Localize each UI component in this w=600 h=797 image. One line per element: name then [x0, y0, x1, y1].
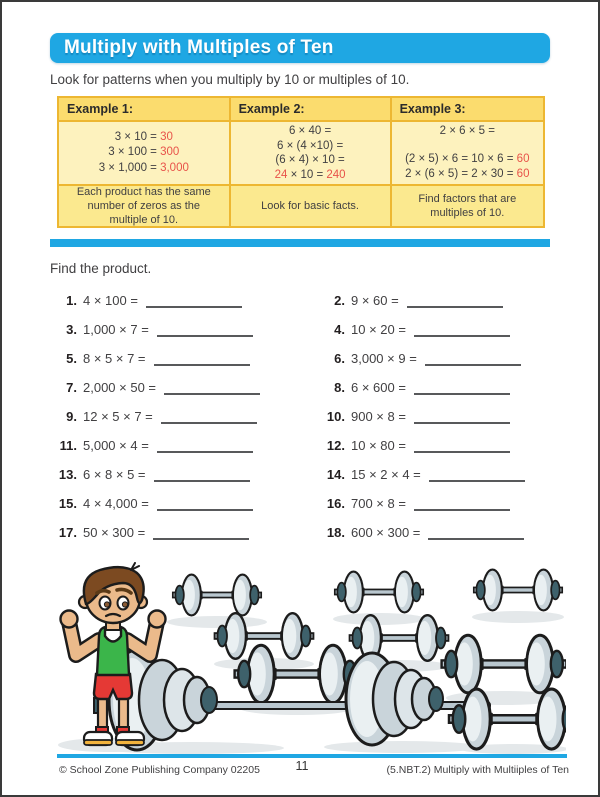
- problem-expression: 600 × 300 =: [351, 525, 421, 540]
- answer-blank: [161, 409, 257, 424]
- equation-line: 2 × 6 × 5 =: [439, 125, 495, 137]
- example-equations: [392, 122, 543, 184]
- dumbbell-icon: [474, 570, 562, 611]
- footer-standard: (5.NBT.2) Multiply with Multiiples of Ten: [386, 764, 569, 776]
- answer-blank: [414, 380, 510, 395]
- problem-number: 6.: [334, 351, 345, 366]
- answer-blank: [414, 438, 510, 453]
- problem-number: 2.: [334, 293, 345, 308]
- problem-row: [50, 409, 282, 424]
- problem-row: [318, 409, 550, 424]
- example-header: Example 3:: [392, 98, 543, 120]
- problem-expression: 1,000 × 7 =: [83, 322, 149, 337]
- equation-line: [396, 139, 539, 152]
- problem-number: 10.: [326, 409, 345, 424]
- problem-expression: 3,000 × 9 =: [351, 351, 417, 366]
- page-title: Multiply with Multiples of Ten: [64, 37, 334, 58]
- problem-row: [318, 322, 550, 337]
- answer-blank: [146, 293, 242, 308]
- problem-number: 8.: [334, 380, 345, 395]
- problem-row: [50, 496, 282, 511]
- equation-line: 24 × 10 = 240: [274, 168, 346, 181]
- problem-expression: 6 × 600 =: [351, 380, 406, 395]
- problem-row: [50, 438, 282, 453]
- problem-expression: 10 × 20 =: [351, 322, 406, 337]
- equation-line: (2 × 5) × 6 = 10 × 6 = 60: [405, 153, 530, 165]
- example-header: Example 2:: [231, 98, 390, 120]
- answer-blank: [428, 525, 524, 540]
- problem-row: [50, 322, 282, 337]
- answer-blank: [414, 409, 510, 424]
- problem-row: [50, 467, 282, 482]
- problem-expression: 4 × 100 =: [83, 293, 138, 308]
- problem-number: 12.: [326, 438, 345, 453]
- page-content: [2, 2, 598, 540]
- equation-line: 3 × 10 = 30: [114, 131, 173, 144]
- equation-line: 2 × (6 × 5) = 2 × 30 = 60: [405, 168, 530, 180]
- problem-row: [50, 525, 282, 540]
- answer-blank: [157, 496, 253, 511]
- problem-expression: 2,000 × 50 =: [83, 380, 157, 395]
- instruction-text: Look for patterns when you multiply by 10 or multiples of 10.: [50, 72, 410, 87]
- equation-line: (6 × 4) × 10 =: [275, 154, 345, 166]
- footer-copyright: © School Zone Publishing Company 02205: [59, 764, 260, 776]
- problem-expression: 8 × 5 × 7 =: [83, 351, 146, 366]
- problem-row: [318, 438, 550, 453]
- problem-number: 16.: [326, 496, 345, 511]
- footer: [59, 764, 569, 776]
- problem-row: [50, 351, 282, 366]
- problem-expression: 900 × 8 =: [351, 409, 406, 424]
- equation-line: 6 × 40 =: [288, 125, 332, 137]
- problem-number: 18.: [326, 525, 345, 540]
- answer-blank: [154, 351, 250, 366]
- problem-number: 11.: [59, 438, 77, 453]
- equation-line: 6 × (4 ×10) =: [276, 139, 344, 152]
- page-number: 11: [295, 759, 309, 773]
- examples-table: [57, 96, 545, 228]
- answer-blank: [429, 467, 525, 482]
- answer-blank: [414, 322, 510, 337]
- answer-blank: [154, 467, 250, 482]
- problem-row: [318, 525, 550, 540]
- example-note: Each product has the same number of zeros as the multiple of 10.: [59, 186, 229, 226]
- problem-row: [318, 496, 550, 511]
- problem-number: 13.: [58, 467, 77, 482]
- section-prompt: Find the product.: [50, 261, 152, 276]
- problem-row: [318, 293, 550, 308]
- title-banner: [50, 33, 550, 63]
- equation-line: 3 × 100 = 300: [108, 146, 180, 159]
- example-note: Find factors that are multiples of 10.: [392, 186, 543, 226]
- problem-expression: 12 × 5 × 7 =: [83, 409, 153, 424]
- problems-list: [50, 293, 550, 540]
- example-header: Example 1:: [59, 98, 229, 120]
- problem-row: [318, 380, 550, 395]
- answer-blank: [157, 322, 253, 337]
- problem-expression: 4 × 4,000 =: [83, 496, 149, 511]
- problem-number: 7.: [66, 380, 77, 395]
- dumbbell-icon: [173, 575, 261, 616]
- problem-expression: 6 × 8 × 5 =: [83, 467, 146, 482]
- footer-divider: [57, 754, 567, 758]
- dumbbell-icon: [442, 635, 566, 693]
- problem-number: 9.: [66, 409, 77, 424]
- boy-weightlifter-illustration: [42, 562, 566, 754]
- problem-expression: 9 × 60 =: [351, 293, 399, 308]
- problem-row: [50, 293, 282, 308]
- problem-number: 3.: [66, 322, 77, 337]
- example-note: Look for basic facts.: [231, 186, 390, 226]
- problem-expression: 50 × 300 =: [83, 525, 146, 540]
- problem-expression: 15 × 2 × 4 =: [351, 467, 421, 482]
- problem-number: 1.: [66, 293, 77, 308]
- problem-expression: 10 × 80 =: [351, 438, 406, 453]
- problem-row: [318, 467, 550, 482]
- problem-expression: 700 × 8 =: [351, 496, 406, 511]
- example-equations: [231, 122, 390, 184]
- answer-blank: [414, 496, 510, 511]
- section-divider: [50, 239, 550, 247]
- problem-row: [50, 380, 282, 395]
- answer-blank: [407, 293, 503, 308]
- problem-number: 14.: [326, 467, 345, 482]
- problem-number: 15.: [58, 496, 77, 511]
- answer-blank: [164, 380, 260, 395]
- equation-line: 3 × 1,000 = 3,000: [98, 161, 189, 174]
- problem-number: 17.: [58, 525, 77, 540]
- problem-row: [318, 351, 550, 366]
- problem-expression: 5,000 × 4 =: [83, 438, 149, 453]
- problem-number: 4.: [334, 322, 345, 337]
- example-equations: [59, 122, 229, 184]
- answer-blank: [153, 525, 249, 540]
- dumbbell-icon: [335, 572, 423, 613]
- answer-blank: [157, 438, 253, 453]
- answer-blank: [425, 351, 521, 366]
- problem-number: 5.: [66, 351, 77, 366]
